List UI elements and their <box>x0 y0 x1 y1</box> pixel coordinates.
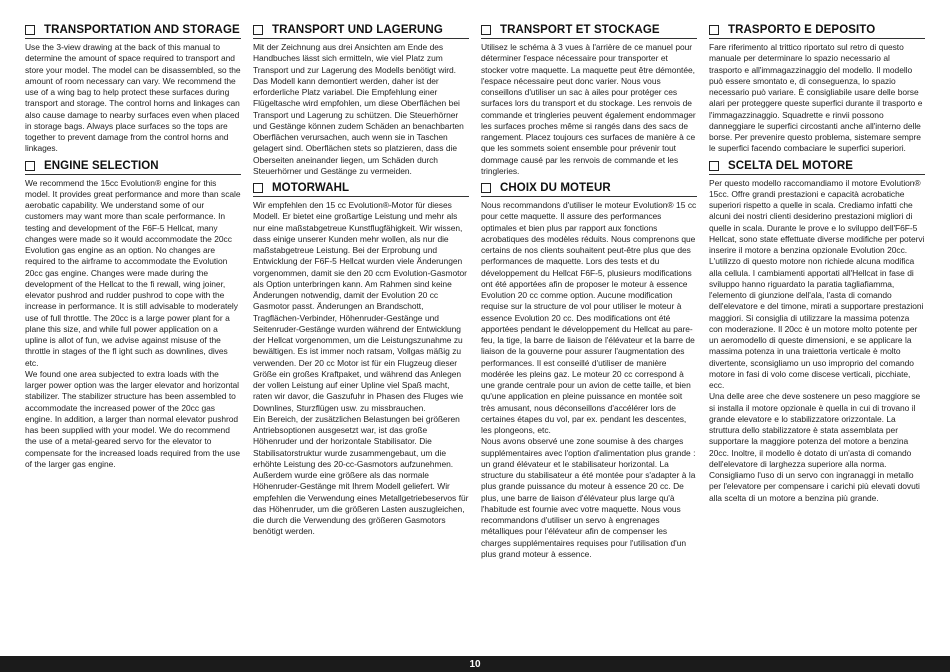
body-paragraph: Nous avons observé une zone soumise à des charges supplémentaires avec l'option d'alimentation plus grande : un grand élévateur et le stabilisateur horizontal. La structure du stabilisateur a été montée pour s'adapter à la plus grande puissance du moteur à essence 20 cc. De plus, une barre de liaison d'élévateur plus large qu'à l'habitude est fournie avec votre maquette. Nous vous recommandons d'utiliser un servo à engrenages métalliques pour l'élévateur afin de compenser les charges supplémentaires requises pour l'utilisation d'un plus grand moteur à essence. <box>481 436 696 559</box>
section-heading-text: TRANSPORTATION AND STORAGE <box>44 24 240 36</box>
body-paragraph: We recommend the 15cc Evolution® engine for this model. It provides great performance and more than scale aerobatic capability. We understand some of our customers may want more than scale performance. In testing and development of the F6F-5 Hellcat, many changes were made so it would accommodate the 20cc Evolution gas engine as an option. No changes are required to the airframe to accommodate the Evolution 20cc gas engine. Changes were made during the development of the Hellcat to the fi rewall, wing joiner, elevator pushrod and rudder pushrod to cope with the increase in performance. It is still advisable to moderately use of full throttle. The 20cc is a large power plant for a plane this size, and while full power application on a upline is allot of fun, we advise against misuse of the throttle in stages of the fl ight such as downlines, dives etc. <box>25 177 241 368</box>
section-choix-du-moteur <box>481 181 697 560</box>
section-heading-text: CHOIX DU MOTEUR <box>500 182 611 194</box>
checkbox-square-icon <box>709 161 719 171</box>
page-number: 10 <box>469 658 481 670</box>
checkbox-square-icon <box>253 25 263 35</box>
section-transport-stockage <box>481 23 697 177</box>
checkbox-square-icon <box>25 161 35 171</box>
column-french <box>481 23 697 645</box>
section-trasporto-deposito <box>709 23 925 155</box>
section-motorwahl <box>253 181 469 538</box>
checkbox-square-icon <box>481 183 491 193</box>
body-paragraph: Ein Bereich, der zusätzlichen Belastungen bei größeren Antriebsoptionen ausgesetzt war, ist das große Höhenruder und der horizontale Stabilisator. Die Stabilisatorstruktur wurde zusammengebaut, um die erhöhte Leistung des 20-cc-Gasmotors aufzunehmen. Außerdem wurde eine größere als das normale Höhenruder-Gestänge mit Ihrem Modell geliefert. Wir empfehlen die Verwendung eines Metallgetriebeservos für das Höhenruder, um die größeren Lasten auszugleichen, die durch die Verwendung des größeren Gasmotors benötigt werden. <box>253 413 469 537</box>
section-heading <box>25 23 241 39</box>
section-heading <box>709 159 925 175</box>
page-footer-bar <box>0 656 950 672</box>
section-engine-selection <box>25 159 241 471</box>
manual-columns <box>25 23 925 645</box>
section-scelta-del-motore <box>709 159 925 504</box>
body-paragraph: We found one area subjected to extra loads with the larger power option was the larger elevator and horizontal stabilizer. The stabilizer structure has been assembled to accommodate the increased power of the 20cc gas engine. In addition, a larger than normal elevator pushrod has been supplied with your model. We do recommend the use of a metal-geared servo for the elevator to compensate for the increased loads required from the use of the larger gas engine. <box>25 368 241 469</box>
body-paragraph: Use the 3-view drawing at the back of this manual to determine the amount of space required to transport and store your model. The model can be disassembled, so the amount of room necessary can vary. We recommend the use of a wing bag to help protect these surfaces during transport and storage. The control horns and linkages can also cause damage to nearby surfaces even when placed in storage bags. Always place surfaces so the tops are together to prevent damage from the control horns and linkages. <box>25 42 241 154</box>
column-italian <box>709 23 925 645</box>
section-heading-text: MOTORWAHL <box>272 182 350 194</box>
body-paragraph: Una delle aree che deve sostenere un peso maggiore se si installa il motore opzionale è quella in cui di trovano il grande elevatore e lo stabilizzatore orizzontale. La struttura dello stabilizzatore è stata assemblata per supportare la maggiore potenza del motore a benzina 20cc. Inoltre, il modello è dotato di un'asta di comando dell'elevatore di larghezza superiore alla norma. Consigliamo l'uso di un servo con ingranaggi in metallo per l'elevatore per compensare i carichi più elevati dovuti alla scelta di un motore a benzina più grande. <box>709 391 921 503</box>
section-heading-text: TRASPORTO E DEPOSITO <box>728 24 876 36</box>
section-heading <box>253 181 469 197</box>
section-heading <box>709 23 925 39</box>
body-paragraph: Utilisez le schéma à 3 vues à l'arrière de ce manuel pour déterminer l'espace nécessaire pour transporter et stocker votre maquette. La maquette peut être démontée, l'espace nécessaire peut donc varier. Nous vous conseillons d'utiliser un sac à ailes pour protéger ces surfaces lors du transport et du stockage. Les renvois de commande et tringleries peuvent également endommager les surfaces proches même si rangés dans des sacs de rangement. Placez toujours ces surfaces de manière à ce que les sommets soient ensemble pour prévenir tout dommage causé par les renvois de commande et les tringleries. <box>481 42 696 176</box>
section-heading <box>481 23 697 39</box>
section-heading-text: SCELTA DEL MOTORE <box>728 159 854 172</box>
section-heading <box>481 181 697 197</box>
checkbox-square-icon <box>253 183 263 193</box>
section-heading-text: ENGINE SELECTION <box>44 159 159 172</box>
column-english <box>25 23 241 645</box>
column-german <box>253 23 469 645</box>
checkbox-square-icon <box>709 25 719 35</box>
section-heading-text: TRANSPORT ET STOCKAGE <box>500 24 660 36</box>
section-heading-text: TRANSPORT UND LAGERUNG <box>272 24 443 36</box>
checkbox-square-icon <box>481 25 491 35</box>
checkbox-square-icon <box>25 25 35 35</box>
section-transport-lagerung <box>253 23 469 177</box>
body-paragraph: Nous recommandons d'utiliser le moteur Evolution® 15 cc pour cette maquette. Il assure des performances optimales et bien plus par rapport aux fonctions acrobatiques des modèles réduits. Nous comprenons que certains de nos clients souhaitent peut-être plus que des performances de maquette. Lors des tests et du développement du Hellcat F6F-5, plusieurs modifications ont été apportées afin de proposer le moteur à essence Evolution 20 cc comme option. Aucune modification requise sur la structure de vol pour utiliser le moteur à essence Evolution 20 cc. Des modifications ont été apportées pendant le développement du Hellcat au pare-feu, la tige, la barre de liaison de l'élévateur et la barre de liaison de la gouverne pour assurer l'augmentation des performances. Il est conseillé d'utiliser de manière modérée les pleins gaz. Le moteur 20 cc correspond à une grande centrale pour un avion de cette taille, et bien qu'une application en pleine puissance en montée soit très amusant, nous déconseillons d'accélérer lors de certaines étapes du vol, par ex. pendant les descentes, les plongeons, etc. <box>481 200 697 435</box>
section-transportation-storage <box>25 23 241 155</box>
section-heading <box>253 23 469 39</box>
section-heading <box>25 159 241 175</box>
body-paragraph: Mit der Zeichnung aus drei Ansichten am Ende des Handbuches lässt sich ermitteln, wie viel Platz zum Transport und zur Lagerung des Modells benötigt wird. Das Modell kann demontiert werden, daher ist der erforderliche Platz variabel. Die Empfehlung einer Flügeltasche wird empfohlen, um diese Oberflächen bei Transport und Lagerung zu schützen. Die Steuerhörner und Gestänge können zudem Schäden an benachbarten Oberflächen verursachen, auch wenn sie in Taschen gelagert sind. Oberflächen stets so platzieren, dass die Oberseiten aneinander liegen, um Schäden durch Steuerhörner und Gestänge zu vermeiden. <box>253 42 464 176</box>
body-paragraph: Wir empfehlen den 15 cc Evolution®-Motor für dieses Modell. Er bietet eine großartige Leistung und mehr als nur eine maßstabgetreue Kunstflugfähigkeit. Wir wissen, dass einige unserer Kunden mehr wollen, als nur die maßstabgetreue Leistung. Bei der Erprobung und Entwicklung der F6F-5 Hellcat wurden viele Änderungen vorgenommen, damit sie den 20 ccm Evolution-Gasmotor als Option unterbringen kann. Am Rahmen sind keine Änderungen notwendig, damit der Evolution 20 cc Gasmotor passt. Änderungen an Brandschott, Tragflächen-Verbinder, Höhenruder-Gestänge und Seitenruder-Gestänge wurden während der Entwicklung der Hellcat vorgenommen, um die Leistungszunahme zu bewältigen. Es ist immer noch ratsam, Vollgas mäßig zu verwenden. Der 20 cc Motor ist für ein Flugzeug dieser Größe ein großes Kraftpaket, und während das Anlegen der vollen Leistung auf einer Upline viel Spaß macht, raten wir davor, die Gaszufuhr in Phasen des Fluges wie Downlines, Sturzflügen usw. zu missbrauchen. <box>253 200 467 413</box>
body-paragraph: Fare riferimento al trittico riportato sul retro di questo manuale per determinare lo spazio necessario al trasporto e all'immagazzinaggio del modello. Il modello può essere smontato e, di conseguenza, lo spazio necessario può variare. È consigliabile usare delle borse alari per proteggere queste superfici durante il trasporto e l'immagazzinaggio. Squadrette e rinvii possono danneggiare le superfici circostanti anche all'interno delle borse. Per prevenire questo problema, sistemare sempre le superfici facendo combaciare le superfici superiori. <box>709 42 923 154</box>
body-paragraph: Per questo modello raccomandiamo il motore Evolution® 15cc. Offre grandi prestazioni e capacità acrobatiche superiori rispetto a quelle in scala. Crediamo infatti che alcuni dei nostri clienti desiderino prestazioni migliori di quelle in scala. Durante le prove e lo sviluppo dell'F6F-5 Hellcat, sono state effettuate diverse modifiche per potervi inserire il motore a benzina opzionale Evolution 20cc. L'utilizzo di questo motore non richiede alcuna modifica alla cellula. I cambiamenti apportati all'Hellcat in fase di sviluppo hanno riguardato la paratia tagliafiamma, l'elemento di giunzione dell'ala, l'asta di comando dell'elevatore e del timone, mirati a supportare prestazioni maggiori. Si consiglia di utilizzare la massima potenza con moderazione. Il 20cc è un motore molto potente per un aeromodello di queste dimensioni, e se applicare la massima potenza in una traiettoria verticale è molto divertente, sconsigliamo un uso improprio del comando motore in fasi di volo come discese verticali, picchiate, ecc. <box>709 177 925 390</box>
